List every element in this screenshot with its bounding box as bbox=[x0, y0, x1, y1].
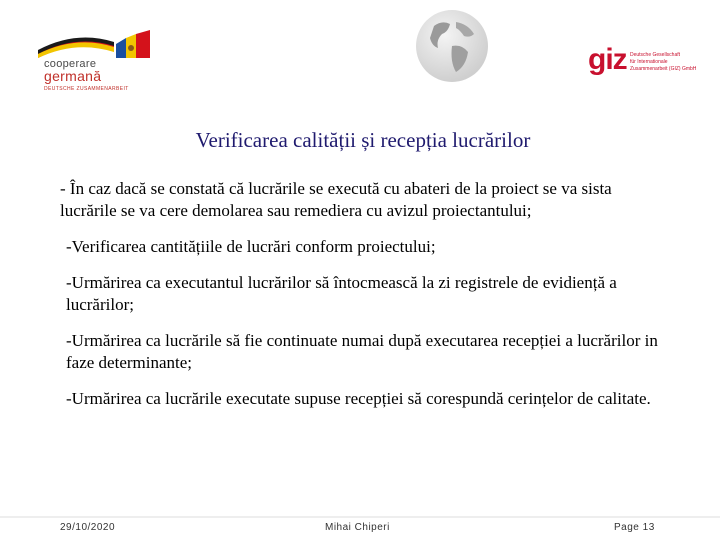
giz-mark: giz bbox=[588, 43, 627, 76]
footer-divider bbox=[0, 516, 720, 518]
slide-title: Verificarea calității și recepția lucrărilor bbox=[195, 128, 531, 152]
giz-sub-line1: Deutsche Gesellschaft bbox=[630, 52, 681, 58]
slide-header bbox=[0, 0, 720, 110]
footer-page-number: Page 13 bbox=[614, 522, 655, 533]
paragraph-1: - În caz dacă se constată că lucrările se execută cu abateri de la proiect se va sista lucrările se va cere demolarea sau remediera cu avizul proiectantului; bbox=[60, 179, 612, 220]
logo-text-cooperare: cooperare bbox=[44, 58, 97, 70]
footer-author: Mihai Chiperi bbox=[325, 522, 390, 533]
paragraph-5: -Urmărirea ca lucrările executate supuse recepției să corespundă cerințelor de calitate. bbox=[66, 389, 651, 408]
slide-body bbox=[60, 178, 666, 424]
flags-icon bbox=[36, 28, 160, 58]
paragraph-4: -Urmărirea ca lucrările să fie continuate numai după executarea recepției a lucrărilor in faze determinante; bbox=[66, 331, 658, 372]
globe-icon bbox=[412, 6, 492, 86]
paragraph-2: -Verificarea cantitățiile de lucrări conform proiectului; bbox=[66, 237, 436, 256]
giz-sub-line3: Zusammenarbeit (GIZ) GmbH bbox=[630, 66, 697, 72]
paragraph-3: -Urmărirea ca executantul lucrărilor să întocmească la zi registrele de evidiență a lucrărilor; bbox=[66, 273, 617, 314]
giz-logo bbox=[588, 44, 708, 80]
cooperare-germana-logo bbox=[30, 18, 160, 98]
giz-sub-line2: für Internationale bbox=[630, 59, 668, 65]
footer-date: 29/10/2020 bbox=[60, 522, 116, 533]
logo-text-zusammenarbeit: DEUTSCHE ZUSAMMENARBEIT bbox=[44, 86, 129, 92]
logo-text-germana: germană bbox=[44, 68, 102, 84]
